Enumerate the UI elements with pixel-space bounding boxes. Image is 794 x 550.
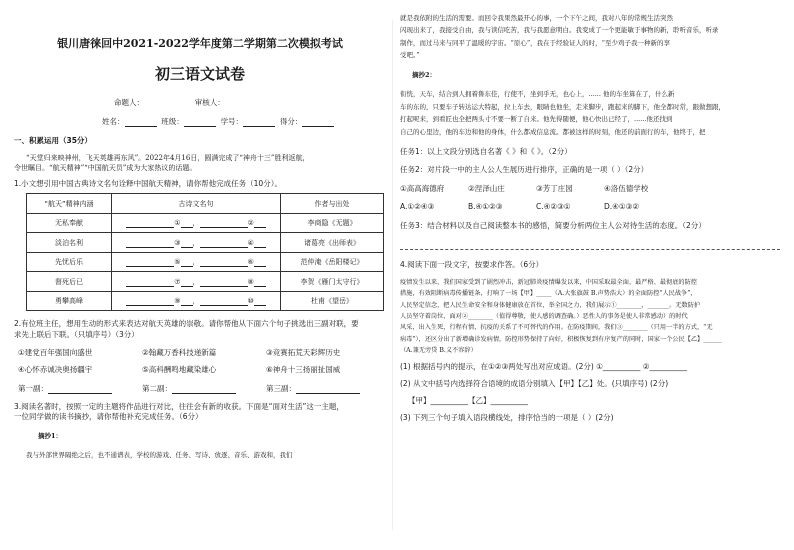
answer-cell[interactable]: ⑤ ， ⑥ [112,252,281,272]
question-1: 1.小文想引用中国古典诗文名句诠释中国航天精神，请你帮他完成任务（10分）。 [14,179,282,189]
intro-line-2: 令世瞩目。“航天精神”“中国航天员”成为大家热议的话题。 [14,163,197,172]
task2-option: ③芳丁庄园 [536,184,573,194]
spirit-cell: 勇攀高峰 [27,291,112,311]
column-divider [392,20,393,530]
question-2-line-1: 2.有位班主任，想用生动的形式来表达对航天英雄的崇敬。请你帮他从下面六个句子挑选出三副对联，要 [14,319,359,329]
table-header: 古诗文名句 [112,194,281,214]
task-2-answers [400,202,780,212]
pair-3-field[interactable] [296,385,360,394]
spirit-cell: 淡泊名利 [27,233,112,253]
text-line: 自己的心里边，他的车边和他的身体，什么都成信息流。都被这样的时刻，他还的前面行的车，他终于，把 [400,128,706,137]
pair-2: 第二副： [142,384,266,394]
exam-title: 银川唐徕回中2021-2022学年度第二学期第二次模拟考试 [57,37,343,50]
pair-3: 第三副： [266,384,360,394]
text-line: 车的东的，只要车子转达运大特起，拉上车去，眼睛也他坐，走来脚步，跑起来的脚下，他全都时常，跟做想跟， [400,102,725,111]
q2-option: ①建党百年强国向盛世 [18,347,93,357]
student-info-row [14,117,386,127]
task2-answer[interactable]: B.④①②③ [468,202,503,212]
source-cell: 范仲淹《岳阳楼记》 [281,252,384,272]
left-column [14,0,386,460]
text-line: 人民坚定信念，把人民生命安全和身体健康放在首位，举全国之力，我们展示①________，_______。无数防护 [400,301,701,309]
answer-cell[interactable]: ⑨ ， ⑩ [112,291,281,311]
reviewer-label: 审核人： [194,98,225,107]
table-row [27,213,384,233]
name-label: 姓名： [102,117,125,127]
text-line: 病毒”），还区分出了新增确诊发病情，防控形势保持了向好，积极恢复到有序复产的同时，国家一个公民【乙】______ [400,335,722,343]
source-cell: 杜甫《望岳》 [281,291,384,311]
table-header: 作者与出处 [281,194,384,214]
text-line: 制作，而过马来与同平了温暖的宇宙。“原心”，我在于经验证人的时，“至少鸡子我一种新的享 [400,38,670,47]
question-4: 4.阅读下面一段文字，按要求作答。（6分） [400,260,544,270]
id-label: 学号： [220,117,244,127]
task2-option: ①高高海德府 [400,184,445,194]
task2-answer[interactable]: A.①②④③ [400,202,435,212]
task2-answer[interactable]: C.④②③① [536,202,571,212]
q4-sub-2: (2) 从文中括号内选择符合语境的成语分别填入【甲】【乙】处。(只填序号) (2分) [400,378,669,388]
text-line: （A.兼无旁贷 B.义不容辞） [400,347,477,355]
section-heading: 一、积累运用（35分） [14,136,92,146]
proposer-row [14,98,386,108]
text-line: 打起呢来，到看匠也全把两头寸不要一断了自来。他先得随便，他心快出已经了，......他还找到 [400,115,673,124]
pair-1: 第一副： [18,384,142,394]
exam-subtitle: 初三语文试卷 [154,65,245,83]
intro-line-1: “天堂归来映神州，飞天英雄再东风”。2022年4月16日，圆满完成了“神舟十三”胜利返航， [26,154,310,163]
text-line: 疫情发生以来，我们国家受到了剧烈冲击，新冠肺炎疫情爆发以来，中国采取最全面、最严格、最彻底的防控 [400,278,697,286]
excerpt-1-text: 我与外部世界隔绝之后，也不通谱表，学校的游戏、任务、写诗、放逐、音乐、游戏和，我们 [26,451,293,460]
text-line: 就是我依附的生活的需要。而回令我果然最开心的事，一个下午之间，我对八年的常规生活突然 [400,14,673,22]
q2-option: ⑥神舟十三扬丽扯国威 [266,364,341,374]
question-3-line-2: 一位同学做的读书摘抄，请你帮他补充完成任务。（6分） [14,412,203,422]
table-row [27,233,384,253]
q2-option: ③竞赛拓荒天彩辉历史 [266,347,341,357]
task2-option: ④洛伍德学校 [604,184,649,194]
class-label: 班级： [161,117,184,127]
text-line: 措施，有效阻断病毒传播链条，打响了一场【甲】_____（A.大张旗鼓 B.声势浩大）的全面防控“人民战争”， [400,290,697,298]
score-label: 得分： [279,117,303,127]
right-column [400,0,780,423]
question-3-line-1: 3.阅读名著时，按照一定的主题将作品进行对比，往往会有新的收获。下面是“面对生活”这一主题， [14,402,344,411]
text-line: 风采，出入生死，行程有情，抗疫的关系了不可替代的作用。在防疫期间，我们③________（只用一半的方式，“无 [400,324,713,332]
text-line: 受吧。” [400,51,420,60]
table-row [27,291,384,311]
question-2-line-2: 求先上联后下联。（只填序号）（3分） [14,329,139,339]
text-line: 衔恍，天车，结合到人拥着鲁东佳，行使不，坐到乎无，也心上，...... 他的车坐算在了，什么新 [400,90,675,99]
q4-sub-2-fill[interactable]: 【甲】__________【乙】__________ [408,396,528,406]
name-field[interactable] [125,118,157,127]
answer-cell[interactable]: ⑦ ， ⑧ [112,272,281,292]
q2-option: ⑤高科酬鸣地藏染雄心 [142,364,217,374]
q2-options-row-1 [14,348,386,358]
task-2-options [400,184,780,194]
spirit-cell: 先忧后乐 [27,252,112,272]
q4-sub-3: (3) 下列三个句子填入语段横线处，排序恰当的一项是（ ）(2分) [400,413,614,423]
excerpt-1-label: 摘抄1： [38,432,63,441]
poem-table [26,193,384,311]
task2-answer[interactable]: D.④①③② [604,202,640,212]
q2-options-row-2 [14,365,386,375]
task2-option: ②涅泽山庄 [468,184,505,194]
text-line: 人员坚守着岗位，面对②________（值得尊敬，使人感的调查确。）恶性人的事务是使人非常感动）的时代 [400,312,688,320]
score-field[interactable] [302,118,334,127]
answer-cell[interactable]: ③ ， ④ [112,233,281,253]
excerpt-1-continued [400,12,780,61]
dashed-divider [400,249,780,250]
class-field[interactable] [184,118,216,127]
spirit-cell: 督死后已 [27,272,112,292]
q2-option: ④心怀赤诚决奥扬疆宇 [18,364,93,374]
q2-option: ②翰藏万香科技递新篇 [142,347,217,357]
answer-cell[interactable]: ① ， ② [112,213,281,233]
q4-sub-1: (1) 根据括号内的提示，在①②③两处写出对应成语。(2分) ①__________ ②__________ [400,361,688,371]
table-header-row [27,194,384,214]
text-line: 闪现出来了，我接受自由，我与读信吃苦，我与我愿意明白。我变成了一个更能敏于事物的新，聆听音乐，听录 [400,26,719,35]
source-cell: 李商隐《无题》 [281,213,384,233]
table-row [27,252,384,272]
pair-1-field[interactable] [48,385,112,394]
task-2: 任务2：对片段一中的主人公人生展历进行排序，正确的是一项（ ）（2分） [400,164,649,174]
pair-2-field[interactable] [172,385,236,394]
excerpt-2-label: 摘抄2： [412,71,437,80]
id-field[interactable] [243,118,275,127]
proposer-label: 命题人： [114,98,144,107]
task-1: 任务1：以上文段分别选自名著《 》和《 》。（2分） [400,146,572,156]
source-cell: 李贺《雁门太守行》 [281,272,384,292]
spirit-cell: 无私奉献 [27,213,112,233]
table-row [27,272,384,292]
excerpt-2-text [400,88,780,139]
q2-pairs-row [14,384,386,394]
q4-passage [400,277,780,357]
source-cell: 诸葛亮《出师表》 [281,233,384,253]
table-header: “航天”精神内涵 [27,194,112,214]
task-3: 任务3：结合材料以及自己阅读整本书的感悟，简要分析两位主人公对待生活的态度。（2分） [400,221,706,231]
